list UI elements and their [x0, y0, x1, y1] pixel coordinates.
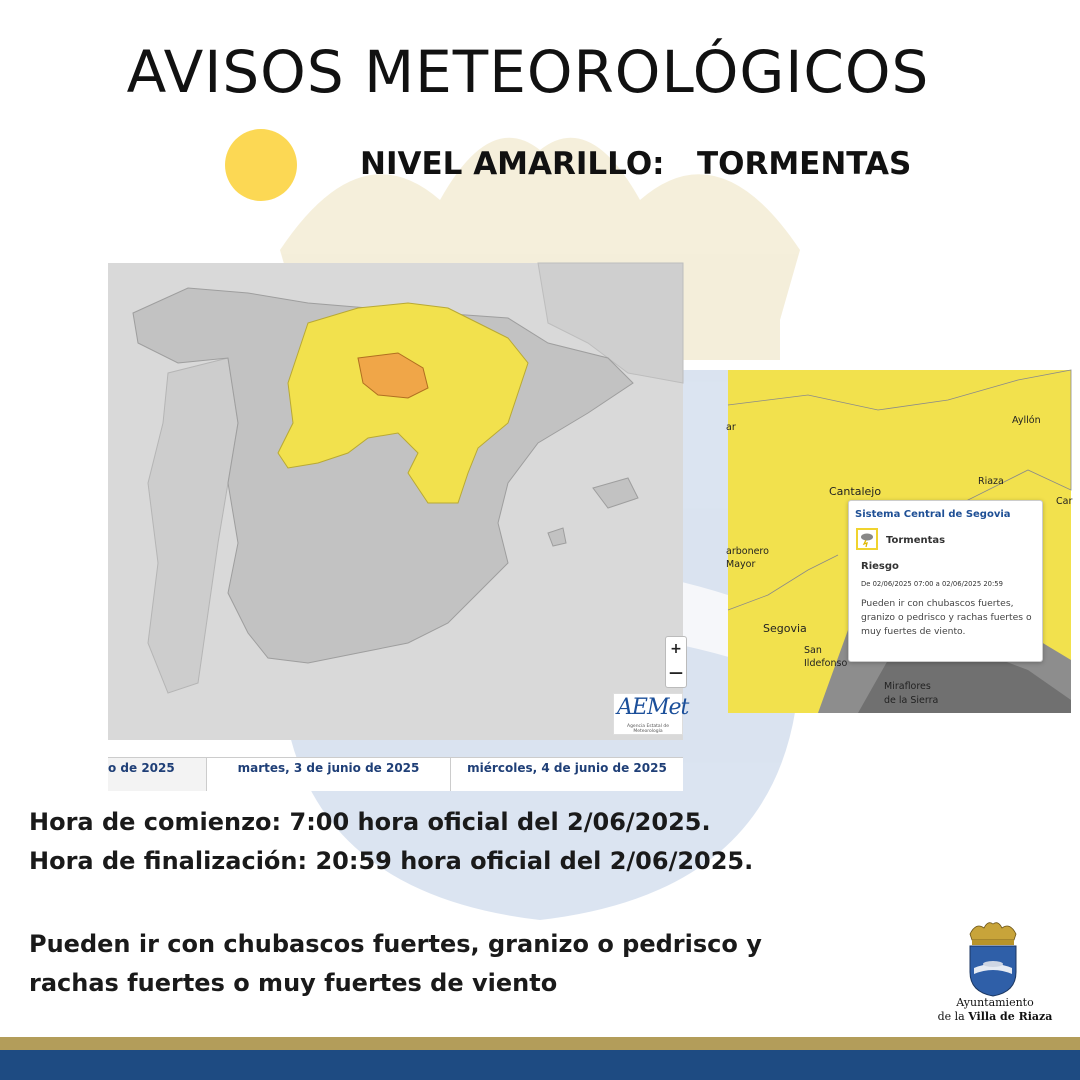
- aemet-logo: [613, 693, 689, 735]
- caption-bold: Villa de Riaza: [968, 1010, 1053, 1023]
- footer-gold-band: [0, 1037, 1080, 1050]
- inset-place-ildefonso: Ildefonso: [804, 658, 848, 669]
- inset-place-ar: ar: [726, 422, 736, 433]
- spain-map-graphic: [108, 263, 683, 740]
- riaza-caption: [925, 996, 1065, 1024]
- page-title: AVISOS METEOROLÓGICOS: [126, 38, 930, 106]
- popup-description: Pueden ir con chubascos fuertes, granizo o pedrisco y rachas fuertes o muy fuertes de viento.: [861, 598, 1032, 637]
- inset-place-riaza: Riaza: [978, 476, 1004, 487]
- inset-place-san: San: [804, 645, 822, 656]
- spain-warning-map[interactable]: [108, 263, 683, 740]
- date-tab-1[interactable]: o de 2025: [108, 758, 207, 791]
- map-zoom-control[interactable]: [665, 636, 687, 688]
- date-tab-3[interactable]: miércoles, 4 de junio de 2025: [467, 761, 667, 775]
- inset-place-aylon: Ayllón: [1012, 415, 1041, 426]
- popup-risk-label: Riesgo: [861, 561, 899, 572]
- thunderstorm-icon: [856, 528, 878, 550]
- zoom-out-button[interactable]: —: [669, 665, 683, 681]
- inset-place-car: Car: [1056, 496, 1073, 507]
- start-time-text: Hora de comienzo: 7:00 hora oficial del 2/06/2025.: [29, 808, 711, 836]
- aemet-logo-text: AEMet: [617, 695, 689, 720]
- inset-place-cantalejo: Cantalejo: [829, 485, 882, 498]
- riaza-coat-of-arms-icon: [966, 920, 1020, 998]
- inset-place-segovia: Segovia: [763, 622, 807, 635]
- popup-zone-title: Sistema Central de Segovia: [855, 509, 1011, 520]
- level-indicator-dot: [225, 129, 297, 201]
- description-line-1: Pueden ir con chubascos fuertes, granizo o pedrisco y: [29, 930, 762, 958]
- inset-place-mayor: Mayor: [726, 559, 756, 570]
- caption-line-1: Ayuntamiento: [956, 996, 1034, 1009]
- popup-phenomenon: Tormentas: [886, 535, 946, 546]
- date-tab-2[interactable]: martes, 3 de junio de 2025: [207, 758, 451, 791]
- caption-line-2: [925, 1010, 1065, 1024]
- caption-prefix: de la: [937, 1010, 969, 1023]
- date-tabs: [108, 757, 683, 791]
- warning-popup[interactable]: [848, 500, 1043, 662]
- popup-time-range: De 02/06/2025 07:00 a 02/06/2025 20:59: [861, 580, 1003, 588]
- description-line-2: rachas fuertes o muy fuertes de viento: [29, 969, 558, 997]
- inset-place-miraflores: Miraflores: [884, 681, 931, 692]
- aemet-logo-subtitle: Agencia Estatal de Meteorología: [626, 724, 669, 734]
- zoom-in-button[interactable]: +: [670, 641, 682, 657]
- footer-blue-band: [0, 1050, 1080, 1080]
- level-label: NIVEL AMARILLO: TORMENTAS: [360, 146, 912, 182]
- end-time-text: Hora de finalización: 20:59 hora oficial del 2/06/2025.: [29, 847, 754, 875]
- inset-place-sierra: de la Sierra: [884, 695, 939, 706]
- inset-place-carbonero: arbonero: [726, 546, 769, 557]
